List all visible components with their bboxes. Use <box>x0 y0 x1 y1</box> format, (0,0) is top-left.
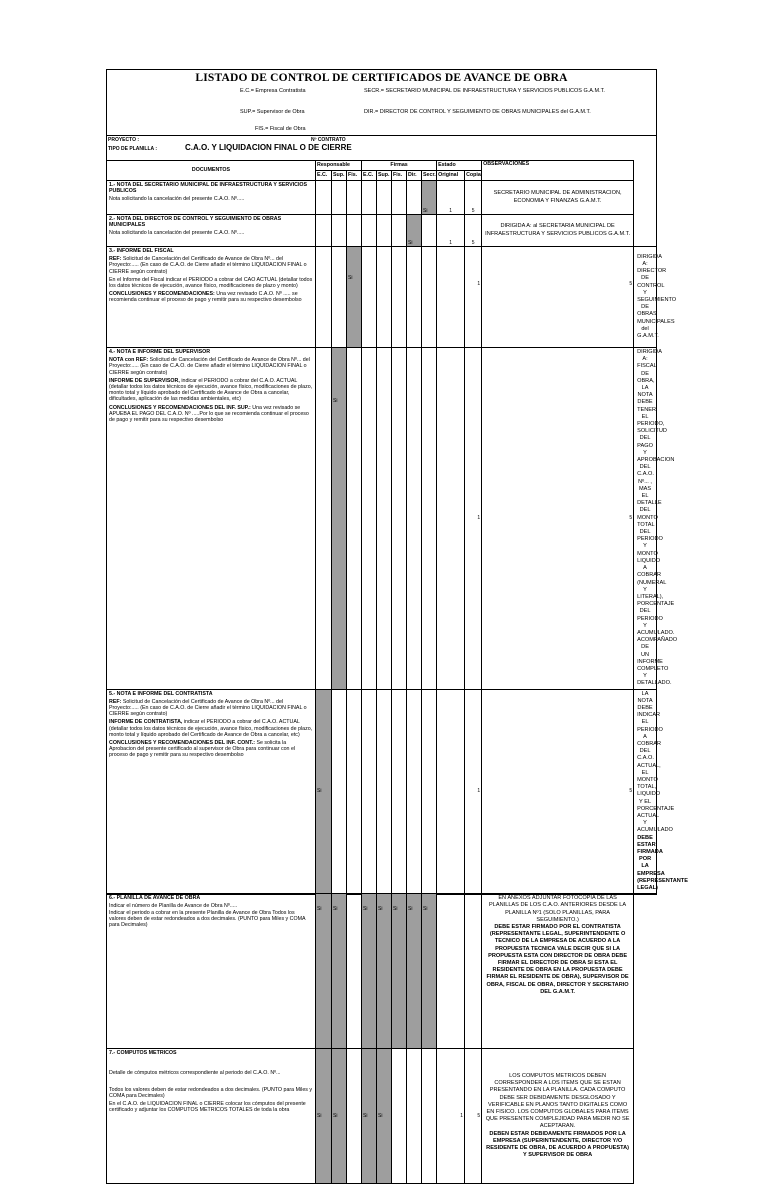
row-observation: EN ANEXOS ADJUNTAR FOTOCOPIA DE LAS PLANILLAS DE LOS C.A.O. ANTERIORES DESDE LA PLANILLA Nº1 (SOLO PLANILLAS, PARA SEGUIMIENTO.) <box>489 895 627 923</box>
copy-count: 5 <box>482 348 634 690</box>
original-count: 1 <box>437 215 465 247</box>
legend-dir: DIR.= DIRECTOR DE CONTROL Y SEGUIMIENTO DE OBRAS MUNICIPALES del G.A.M.T. <box>364 109 591 115</box>
copy-count: 5 <box>465 215 482 247</box>
col-firmas: Firmas <box>362 161 437 171</box>
row-text: En el Informe del Fiscal indicar el PERIODO a cobrar del CAO ACTUAL (detallar todos los datos técnicos de ejecución, avance físico, modificaciones de plazo y monto) <box>109 276 313 290</box>
status-si: Si <box>377 894 392 1049</box>
row-text: Nota solicitando la cancelación del presente C.A.O. Nº..... <box>109 196 245 203</box>
conclusions-text: Se solicita la Aprobacion del presente certificado al supervisor de Obra para continuar con el proceso de pago y remitir para su respectivo desembolso <box>109 739 296 759</box>
row-title: 1.- NOTA DEL SECRETARIO MUNICIPAL DE INFRAESTRUCTURA Y SERVICIOS PUBLICOS <box>109 182 308 195</box>
row-observation: SECRETARIO MUNICIPAL DE ADMINISTRACION, ECONOMIA Y FINANZAS G.A.M.T. <box>482 181 634 215</box>
status-si: Si <box>407 215 422 247</box>
ref-text: Solicitud de Cancelación del Certificado de Avance de Obra Nº... del Proyecto:..... (En caso de C.A.O. de Cierre añadir el término LIQUIDACION FINAL o CIERRE según contrato) <box>109 698 307 718</box>
col-sup2: Sup. <box>377 171 392 181</box>
row-observation: LA NOTA DEBE INDICAR EL PERIODO A COBRAR DEL C.A.O. ACTUAL, EL MONTO TOTAL, LIQUIDO Y EL PORCENTAJE ACTUAL Y ACUMULADO <box>637 690 675 834</box>
project-label: PROYECTO : <box>108 137 140 143</box>
report-text: indicar el PERIODO a cobrar del C.A.O. ACTUAL (detallar todos los datos técnicos de ejecución, avance físico, modificaciones de plazo, monto total y líquido aprobado del Certificado de Avance de Obra a cancelar, etc) <box>109 719 313 738</box>
table-row <box>107 348 657 690</box>
original-count: 1 <box>437 1049 465 1184</box>
status-si: Si <box>362 894 377 1049</box>
conclusions-label: CONCLUSIONES Y RECOMENDACIONES DEL INF. CONT.: <box>109 739 255 746</box>
col-responsable: Responsable <box>316 161 362 171</box>
legend-secr: SECR.= SECRETARIO MUNICIPAL DE INFRAESTRUCTURA Y SERVICIOS PUBLICOS G.A.M.T. <box>364 88 605 94</box>
row-observation: DIRIGIDA A: al SECRETARIA MUNICIPAL DE INFRAESTRUCTURA Y SERVICIOS PUBLICOS G.A.M.T. <box>482 215 634 247</box>
status-si: Si <box>332 894 347 1049</box>
table-row <box>107 689 657 894</box>
col-fis2: Fis. <box>392 171 407 181</box>
table-row <box>107 181 657 215</box>
legend-ec: E.C.= Empresa Contratista <box>240 88 306 94</box>
table-row <box>107 247 657 348</box>
tipo-value: C.A.O. Y LIQUIDACION FINAL O DE CIERRE <box>185 143 352 152</box>
control-table <box>106 160 688 1184</box>
conclusions-text: Una vez revisado se APUEBA EL PAGO DEL C.A.O. Nº .....Por lo que se recomienda continuar el proceso de pago y remitir para su respectivo desembolso <box>109 404 309 424</box>
row-observation: DIRIGIDA A: DIRECTOR DE CONTROL Y SEGUIMIENTO DE OBRAS MUNICIPALES del G.A.M.T. <box>634 247 657 348</box>
original-count: 1 <box>465 348 482 690</box>
note-label: NOTA con REF: <box>109 357 149 364</box>
col-copia: Copia <box>465 171 482 181</box>
table-row <box>107 215 657 247</box>
row-text: Indicar el periodo a cobrar en la presente Planilla de Avance de Obra Todos los valores deben de estar redondeados a dos decimales. (PUNTO para Miles y COMA para Decimales) <box>109 909 306 929</box>
table-row <box>107 1049 657 1184</box>
row-observation: DIRIGIDA A: FISCAL DE OBRA, LA NOTA DEBE TENER EL PERIODO, SOLICITUD DEL PAGO Y APROBACION DEL C.A.O. Nº... , MAS EL DETALLE DEL MONTO TOTAL DEL PERIODO Y MONTO LIQUIDO A COBRAR (NUMERAL Y LITERAL), PORCENTAJE DEL PERIODO Y ACUMULADO. ACOMPAÑADO DE UN INFORME COMPLETO Y DETALLADO. <box>634 348 657 690</box>
conclusions-label: CONCLUSIONES Y RECOMENDACIONES DEL INF. SUP.: <box>109 404 251 411</box>
col-estado: Estado <box>437 161 482 171</box>
legend-fis: FIS.= Fiscal de Obra <box>255 126 306 132</box>
copy-count: 5 <box>465 1049 482 1184</box>
row-title: 6.- PLANILLA DE AVANCE DE OBRA <box>109 895 201 902</box>
report-text: indicar el PERIODO a cobrar del C.A.O. ACTUAL (detallar todos los datos técnicos de ejecución, avance físico, modificaciones de plazo, monto total y líquido aprobado del Certificado de Avance de Obra a cancelar, dificultades, aplicación de las medidas ambientales, etc) <box>109 377 313 403</box>
original-count: 1 <box>465 689 482 894</box>
col-ec: E.C. <box>316 171 332 181</box>
ref-text: Solicitud de Cancelación del Certificado de Avance de Obra Nº... del Proyecto:..... (En caso de C.A.O. de Cierre añadir el término LIQUIDACION FINAL o CIERRE según contrato) <box>109 256 307 275</box>
col-fis: Fis. <box>347 171 362 181</box>
row-text: En el C.A.O. de LIQUIDACION FINAL o CIERRE colocar los cómputos del presente certificado y adjuntar los COMPUTOS METRICOS TOTALES de toda la obra <box>109 1101 306 1114</box>
original-count: 1 <box>437 181 465 215</box>
conclusions-text: Una vez revisado C.A.O. Nº ..... se recomienda continuar el proceso de pago y remitir para su respectivo desembolso <box>109 291 302 304</box>
status-si: Si <box>332 348 347 690</box>
conclusions-label: CONCLUSIONES Y RECOMENDACIONES: <box>109 291 215 298</box>
row-observation-bold: DEBE ESTAR FIRMADO POR EL CONTRATISTA (REPRESENTANTE LEGAL, SUPERINTENDENTE O TECNICO DE LA EMPRESA DE ACUERDO A LA PROPUESTA TECNICA VALE DECIR QUE SI LA PROPUESTA ESTA CON DIRECTOR DE OBRA DEBE FIRMAR EL DIRECTOR DE OBRA SI ESTA EL RESIDENTE DE OBRA EN LA PROPUESTA DEBE FIRMAR EL RESIDENTE DE OBRA), SUPERVISOR DE OBRA, FISCAL DE OBRA, DIRECTOR Y SECRETARIO DEL G.A.M.T. <box>486 924 629 995</box>
row-observation: LOS COMPUTOS METRICOS DEBEN CORRESPONDER A LOS ITEMS QUE SE ESTAN PRESENTANDO EN LA PLANILLA. CADA COMPUTO DEBE SER DEBIDAMENTE DESGLOSADO Y VERIFICABLE EN PLANOS TANTO DIGITALES COMO EN FISICO. LOS COMPUTOS GLOBALES PARA ITEMS QUE PRESENTEN COMPLEJIDAD PARA MEDIR NO SE ACEPTARAN. <box>485 1073 630 1130</box>
row-text: Detalle de cómputos métricos correspondiente al periodo del C.A.O. Nº... <box>109 1070 281 1077</box>
ref-label: REF: <box>109 256 122 263</box>
note-text: Solicitud de Cancelación del Certificado de Avance de Obra Nº... del Proyecto:..... (En caso de C.A.O. de Cierre añadir el término LIQUIDACION FINAL o CIERRE según contrato) <box>109 357 310 376</box>
status-si: Si <box>377 1049 392 1184</box>
col-sup: Sup. <box>332 171 347 181</box>
contract-label: Nº CONTRATO <box>311 137 346 143</box>
status-si: Si <box>316 894 332 1049</box>
status-si: Si <box>362 1049 377 1184</box>
status-si: Si <box>392 894 407 1049</box>
report-label: INFORME DE CONTRATISTA, <box>109 719 183 726</box>
col-ec2: E.C. <box>362 171 377 181</box>
row-title: 2.- NOTA DEL DIRECTOR DE CONTROL Y SEGUIMIENTO DE OBRAS MUNICIPALES <box>109 216 282 229</box>
original-count: 1 <box>465 247 482 348</box>
ref-label: REF: <box>109 698 122 705</box>
row-text: Nota solicitando la cancelación del presente C.A.O. Nº..... <box>109 230 245 237</box>
status-si: Si <box>422 181 437 215</box>
row-title: 3.- INFORME DEL FISCAL <box>109 248 174 254</box>
row-title: 7.- COMPUTOS METRICOS <box>109 1050 177 1057</box>
row-observation-bold: DEBE ESTAR FIRMADA POR LA EMPRESA (REPRESENTANTE LEGAL) <box>637 834 688 892</box>
col-dir: Dir. <box>407 171 422 181</box>
status-si: Si <box>332 1049 347 1184</box>
row-title: 5.- NOTA E INFORME DEL CONTRATISTA <box>109 690 213 697</box>
col-secr: Secr. <box>422 171 437 181</box>
table-row <box>107 894 657 1049</box>
tipo-label: TIPO DE PLANILLA : <box>108 146 157 152</box>
col-original: Original <box>437 171 465 181</box>
row-title: 4.- NOTA E INFORME DEL SUPERVISOR <box>109 349 211 355</box>
status-si: Si <box>347 247 362 348</box>
copy-count: 5 <box>482 247 634 348</box>
col-documentos: DOCUMENTOS <box>107 161 316 181</box>
status-si: Si <box>316 1049 332 1184</box>
status-si: Si <box>422 894 437 1049</box>
col-observaciones: OBSERVACIONES <box>482 161 634 181</box>
status-si: Si <box>316 689 332 894</box>
page-title: LISTADO DE CONTROL DE CERTIFICADOS DE AVANCE DE OBRA <box>195 72 568 84</box>
row-text: Indicar el número de Planilla de Avance de Obra Nº..... <box>109 903 238 910</box>
legend-sup: SUP.= Supervisor de Obra <box>240 109 305 115</box>
status-si: Si <box>407 894 422 1049</box>
copy-count: 5 <box>465 181 482 215</box>
row-text: Todos los valores deben de estar redondeados a dos decimales. (PUNTO para Miles y COMA para Decimales) <box>109 1086 313 1099</box>
copy-count: 5 <box>482 689 634 894</box>
report-label: INFORME DE SUPERVISOR, <box>109 377 180 384</box>
row-observation-bold: DEBEN ESTAR DEBIDAMENTE FIRMADOS POR LA EMPRESA (SUPERINTENDENTE, DIRECTOR Y/O RESIDENTE DE OBRA, DE ACUERDO A PROPUESTA) Y SUPERVISOR DE OBRA <box>486 1130 630 1159</box>
